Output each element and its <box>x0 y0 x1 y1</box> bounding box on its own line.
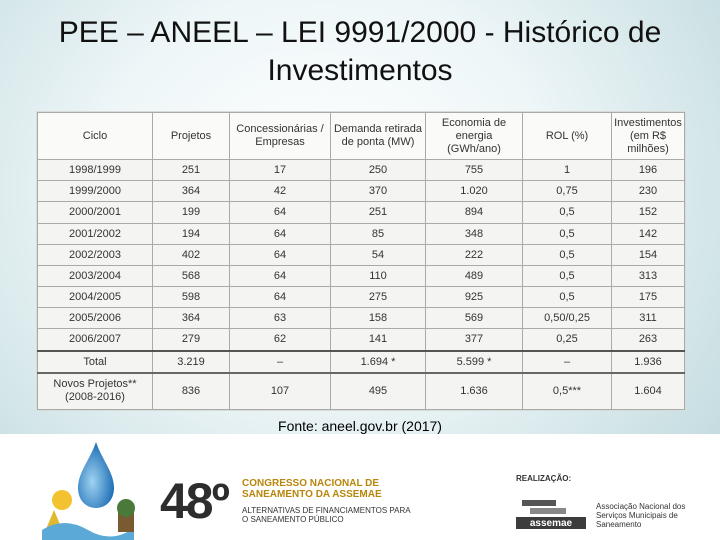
table-cell: 158 <box>331 308 426 329</box>
table-cell: 63 <box>230 308 331 329</box>
table-row <box>38 223 685 244</box>
table-cell: 1.604 <box>612 373 685 410</box>
table-cell: 377 <box>426 329 523 351</box>
table-cell: 568 <box>153 265 230 286</box>
table-cell: 196 <box>612 160 685 181</box>
table-cell: 2004/2005 <box>38 287 153 308</box>
table-cell: 85 <box>331 223 426 244</box>
table-cell: 110 <box>331 265 426 286</box>
table-row <box>38 160 685 181</box>
table-cell: 199 <box>153 202 230 223</box>
table-row <box>38 202 685 223</box>
table-cell: 0,5 <box>523 202 612 223</box>
table-cell: 1 <box>523 160 612 181</box>
table-cell: 364 <box>153 308 230 329</box>
table-cell: 251 <box>153 160 230 181</box>
col-header-ciclo: Ciclo <box>38 113 153 160</box>
table-cell: 275 <box>331 287 426 308</box>
table-cell: 0,50/0,25 <box>523 308 612 329</box>
table-cell: 755 <box>426 160 523 181</box>
table-row <box>38 265 685 286</box>
table-row <box>38 329 685 351</box>
table-cell: 3.219 <box>153 351 230 373</box>
table-cell: 311 <box>612 308 685 329</box>
table-cell: 364 <box>153 181 230 202</box>
table-cell: 402 <box>153 244 230 265</box>
slide-title: PEE – ANEEL – LEI 9991/2000 - Histórico de Investimentos <box>58 16 662 87</box>
table-cell: 0,5*** <box>523 373 612 410</box>
table-cell: Novos Projetos** (2008-2016) <box>38 373 153 410</box>
table-novos-row <box>38 373 685 410</box>
col-header-economia: Economia de energia (GWh/ano) <box>426 113 523 160</box>
table-cell: Total <box>38 351 153 373</box>
table-cell: 2003/2004 <box>38 265 153 286</box>
table-cell: 1.936 <box>612 351 685 373</box>
table-row <box>38 308 685 329</box>
table-cell: 64 <box>230 287 331 308</box>
table-cell: 175 <box>612 287 685 308</box>
table-cell: – <box>230 351 331 373</box>
table-cell: 0,5 <box>523 287 612 308</box>
table-header-row <box>38 113 685 160</box>
col-header-investimentos: Investimentos (em R$ milhões) <box>612 113 685 160</box>
table-cell: 836 <box>153 373 230 410</box>
assemae-logo-text: assemae <box>529 518 573 529</box>
table-cell: 2001/2002 <box>38 223 153 244</box>
col-header-rol: ROL (%) <box>523 113 612 160</box>
table-cell: 17 <box>230 160 331 181</box>
investment-table-image <box>36 111 686 411</box>
table-cell: 64 <box>230 223 331 244</box>
table-cell: 2000/2001 <box>38 202 153 223</box>
table-cell: 0,5 <box>523 244 612 265</box>
table-row <box>38 244 685 265</box>
table-cell: 154 <box>612 244 685 265</box>
table-cell: 0,5 <box>523 223 612 244</box>
table-cell: 495 <box>331 373 426 410</box>
table-cell: 0,75 <box>523 181 612 202</box>
table-cell: 251 <box>331 202 426 223</box>
table-cell: 62 <box>230 329 331 351</box>
table-cell: 142 <box>612 223 685 244</box>
table-cell: 348 <box>426 223 523 244</box>
table-cell: 313 <box>612 265 685 286</box>
table-row <box>38 287 685 308</box>
table-cell: 370 <box>331 181 426 202</box>
table-cell: 54 <box>331 244 426 265</box>
col-header-demanda: Demanda retirada de ponta (MW) <box>331 113 426 160</box>
col-header-concessionarias: Concessionárias / Empresas <box>230 113 331 160</box>
table-cell: 250 <box>331 160 426 181</box>
table-cell: 222 <box>426 244 523 265</box>
table-cell: 489 <box>426 265 523 286</box>
congress-name: CONGRESSO NACIONAL DE SANEAMENTO DA ASSEMAE <box>242 478 382 500</box>
table-cell: 194 <box>153 223 230 244</box>
table-cell: 0,25 <box>523 329 612 351</box>
table-cell: 107 <box>230 373 331 410</box>
table-cell: 42 <box>230 181 331 202</box>
water-drop-logo-icon <box>34 438 144 540</box>
table-cell: 1999/2000 <box>38 181 153 202</box>
table-cell: 1998/1999 <box>38 160 153 181</box>
assemae-full-name: Associação Nacional dos Serviços Municipais de Saneamento <box>596 502 686 529</box>
table-cell: 64 <box>230 265 331 286</box>
table-cell: – <box>523 351 612 373</box>
table-cell: 141 <box>331 329 426 351</box>
table-cell: 2006/2007 <box>38 329 153 351</box>
congress-number: 48º <box>160 473 228 529</box>
table-cell: 569 <box>426 308 523 329</box>
table-cell: 1.020 <box>426 181 523 202</box>
congress-subtitle: ALTERNATIVAS DE FINANCIAMENTOS PARA O SANEAMENTO PÚBLICO <box>242 506 411 524</box>
assemae-logo-icon <box>516 494 586 530</box>
table-cell: 279 <box>153 329 230 351</box>
table-cell: 152 <box>612 202 685 223</box>
table-cell: 1.694 * <box>331 351 426 373</box>
source-caption: Fonte: aneel.gov.br (2017) <box>278 418 442 434</box>
table-cell: 0,5 <box>523 265 612 286</box>
investment-table <box>37 112 685 410</box>
table-cell: 2005/2006 <box>38 308 153 329</box>
realizacao-label: REALIZAÇÃO: <box>516 474 572 483</box>
table-cell: 263 <box>612 329 685 351</box>
table-cell: 894 <box>426 202 523 223</box>
table-row <box>38 181 685 202</box>
table-cell: 925 <box>426 287 523 308</box>
table-cell: 64 <box>230 202 331 223</box>
table-cell: 1.636 <box>426 373 523 410</box>
table-cell: 230 <box>612 181 685 202</box>
table-cell: 64 <box>230 244 331 265</box>
col-header-projetos: Projetos <box>153 113 230 160</box>
table-cell: 5.599 * <box>426 351 523 373</box>
table-cell: 598 <box>153 287 230 308</box>
table-total-row <box>38 351 685 373</box>
table-cell: 2002/2003 <box>38 244 153 265</box>
